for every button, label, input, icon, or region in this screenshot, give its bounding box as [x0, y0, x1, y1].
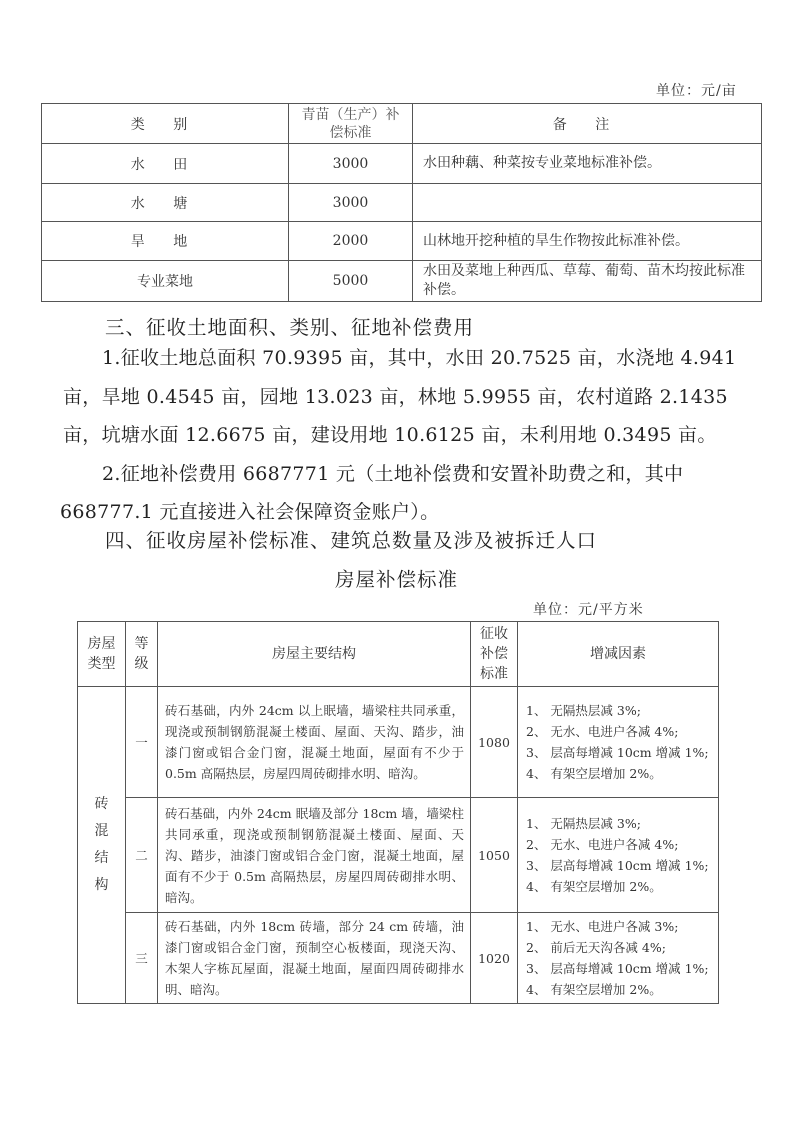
factor-item: 1、 无隔热层减 3%;	[526, 816, 641, 831]
remarks-cell	[413, 184, 762, 222]
header-remarks: 备 注	[413, 104, 762, 144]
header-grade: 等级	[126, 622, 158, 687]
house-table-title: 房屋补偿标准	[335, 568, 459, 591]
standard-cell: 1020	[471, 913, 518, 1004]
table-row	[78, 798, 719, 913]
section3-para1-line2: 亩，旱地 0.4545 亩，园地 13.023 亩，林地 5.9955 亩，农村道路 2.1435	[63, 386, 728, 408]
table-header-row	[78, 622, 719, 687]
remarks-cell: 水田及菜地上种西瓜、草莓、葡萄、苗木均按此标准补偿。	[413, 261, 762, 302]
unit-label-crop: 单位：元/亩	[656, 83, 737, 99]
factors-cell	[518, 798, 719, 913]
crop-compensation-table	[41, 103, 762, 302]
structure-cell: 砖石基础，内外 24cm 眠墙及部分 18cm 墙，墙梁柱共同承重，现浇或预制钢筋混凝土楼面、屋面、天沟、踏步，油漆门窗或铝合金门窗，混凝土地面，屋面有不少于 0.5m 高隔热层，房屋四周砖砌排水明、暗沟。	[158, 798, 471, 913]
table-row	[78, 687, 719, 798]
grade-cell: 三	[126, 913, 158, 1004]
header-category: 类 别	[42, 104, 289, 144]
factor-item: 3、 层高每增减 10cm 增减 1%;	[526, 961, 709, 976]
header-factors: 增减因素	[518, 622, 719, 687]
table-row	[42, 222, 762, 261]
section4-heading: 四、征收房屋补偿标准、建筑总数量及涉及被拆迁人口	[105, 529, 598, 552]
factor-item: 2、 无水、电进户各减 4%;	[526, 724, 679, 739]
factor-item: 2、 前后无天沟各减 4%;	[526, 940, 666, 955]
structure-cell: 砖石基础，内外 18cm 砖墙，部分 24 cm 砖墙，油漆门窗或铝合金门窗，预制空心板楼面，现浇天沟、木架人字栋瓦屋面，混凝土地面，屋面四周砖砌排水明、暗沟。	[158, 913, 471, 1004]
standard-cell: 5000	[289, 261, 413, 302]
header-standard: 征收补偿标准	[471, 622, 518, 687]
factor-item: 3、 层高每增减 10cm 增减 1%;	[526, 858, 709, 873]
standard-cell: 2000	[289, 222, 413, 261]
factor-item: 4、 有架空层增加 2%。	[526, 766, 662, 781]
table-row	[78, 913, 719, 1004]
factors-cell	[518, 687, 719, 798]
house-compensation-table	[77, 621, 719, 1004]
table-header-row	[42, 104, 762, 144]
standard-cell: 3000	[289, 144, 413, 184]
category-cell: 旱 地	[42, 222, 289, 261]
standard-cell: 1080	[471, 687, 518, 798]
table-row	[42, 184, 762, 222]
section3-heading: 三、征收土地面积、类别、征地补偿费用	[105, 316, 475, 339]
category-cell: 专业菜地	[42, 261, 289, 302]
table-row	[42, 144, 762, 184]
section3-para1-line3: 亩，坑塘水面 12.6675 亩，建设用地 10.6125 亩，未利用地 0.3495 亩。	[63, 424, 717, 446]
grade-cell: 二	[126, 798, 158, 913]
section3-para1-line1: 1.征收土地总面积 70.9395 亩，其中，水田 20.7525 亩，水浇地 4.941	[102, 347, 737, 369]
structure-cell: 砖石基础，内外 24cm 以上眠墙，墙梁柱共同承重，现浇或预制钢筋混凝土楼面、屋面、天沟、踏步，油漆门窗或铝合金门窗，混凝土地面，屋面有不少于 0.5m 高隔热层，房屋四周砖砌排水明、暗沟。	[158, 687, 471, 798]
category-cell: 水 塘	[42, 184, 289, 222]
section3-para2-line2: 668777.1 元直接进入社会保障资金账户）。	[60, 501, 440, 523]
section3-para2-line1: 2.征地补偿费用 6687771 元（土地补偿费和安置补助费之和，其中	[102, 463, 684, 485]
standard-cell: 1050	[471, 798, 518, 913]
standard-cell: 3000	[289, 184, 413, 222]
remarks-cell: 水田种藕、种菜按专业菜地标准补偿。	[413, 144, 762, 184]
header-house-type: 房屋类型	[78, 622, 126, 687]
unit-label-house: 单位：元/平方米	[533, 602, 644, 618]
remarks-cell: 山林地开挖种植的旱生作物按此标准补偿。	[413, 222, 762, 261]
factor-item: 4、 有架空层增加 2%。	[526, 879, 662, 894]
factor-item: 2、 无水、电进户各减 4%;	[526, 837, 679, 852]
grade-cell: 一	[126, 687, 158, 798]
factors-cell	[518, 913, 719, 1004]
table-row	[42, 261, 762, 302]
category-cell: 水 田	[42, 144, 289, 184]
header-standard: 青苗（生产）补偿标准	[289, 104, 413, 144]
factor-item: 1、 无水、电进户各减 3%;	[526, 919, 679, 934]
factor-item: 3、 层高每增减 10cm 增减 1%;	[526, 745, 709, 760]
factor-item: 1、 无隔热层减 3%;	[526, 703, 641, 718]
header-structure: 房屋主要结构	[158, 622, 471, 687]
house-type-cell: 砖混结构	[78, 687, 126, 1004]
factor-item: 4、 有架空层增加 2%。	[526, 982, 662, 997]
